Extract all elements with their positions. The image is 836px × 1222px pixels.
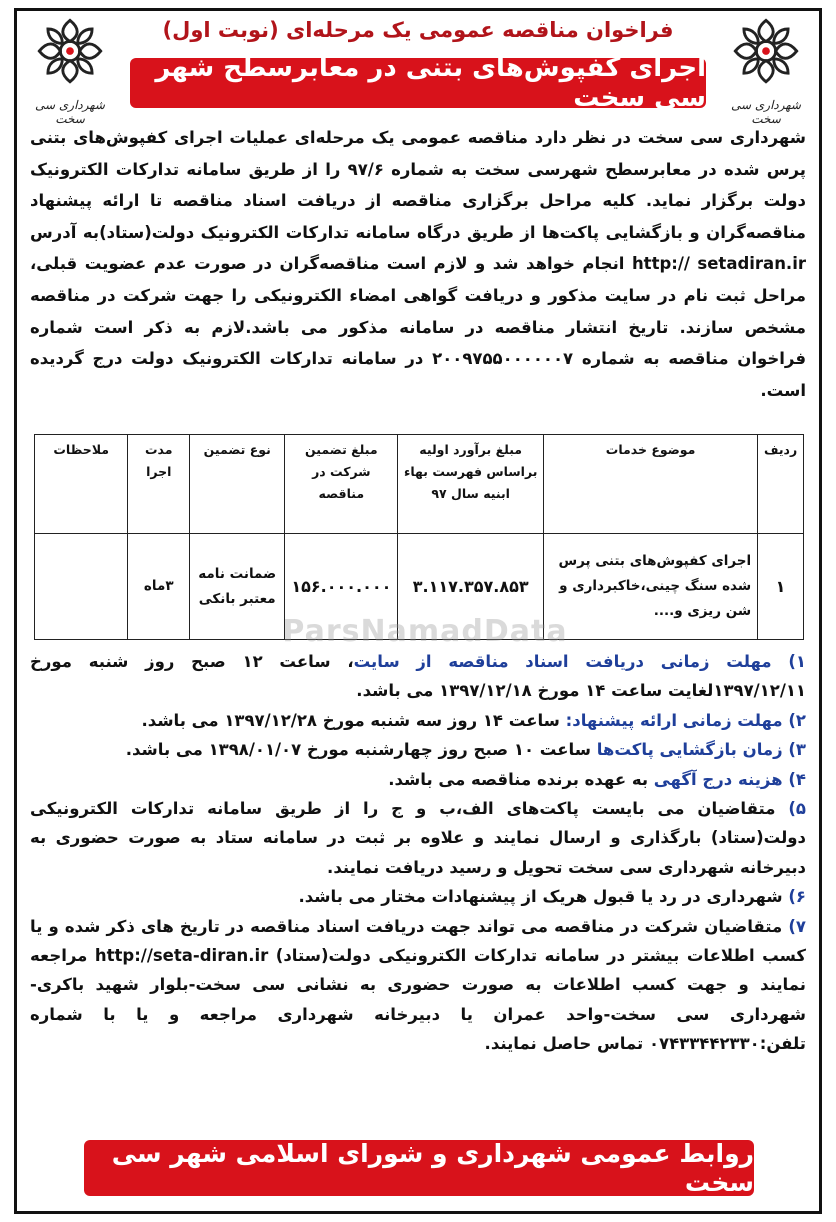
table-header-row	[35, 435, 804, 534]
term-label: هزینه درج آگهی	[653, 769, 783, 789]
logo-caption: شهرداری سی سخت	[35, 98, 105, 126]
term-label: زمان بازگشایی پاکت‌ها	[596, 740, 783, 760]
cell-duration: ۳ماه	[128, 534, 190, 640]
notice-title: فراخوان مناقصه عمومی یک مرحله‌ای (نوبت اول)	[162, 18, 674, 42]
term-text: ساعت ۱۴ روز سه شنبه مورخ ۱۳۹۷/۱۲/۲۸ می باشد.	[141, 710, 566, 730]
col-guarantee-amount-header: مبلغ تضمین شرکت در مناقصه	[285, 435, 398, 534]
list-item: ۳) زمان بازگشایی پاکت‌ها ساعت ۱۰ صبح روز چهارشنبه مورخ ۱۳۹۸/۰۱/۰۷ می باشد.	[125, 740, 806, 760]
term-text: متقاضیان شرکت در مناقصه می تواند جهت دریافت اسناد مناقصه در تاریخ های ذکر شده و یا کسب اطلاعات بیشتر در سامانه تدارکات الکترونیکی دولت(ستاد) http://seta-diran.ir مراجعه نمایند و جهت کسب اطلاعات به صورت حضوری به نشانی سی سخت-بلوار شهید باکری-شهرداری سی سخت-واحد عمران یا دبیرخانه شهرداری مراجعه و یا با شماره تلفن:۰۷۴۳۳۴۴۲۳۳۰ تماس حاصل نمایند.	[30, 916, 806, 1054]
cell-guarantee-amount: ۱۵۶.۰۰۰.۰۰۰	[285, 534, 398, 640]
project-title: اجرای کفپوش‌های بتنی در معابرسطح شهر سی سخت	[155, 53, 706, 113]
term-label: مهلت زمانی ارائه پیشنهاد:	[565, 710, 783, 730]
cell-estimate: ۳.۱۱۷.۳۵۷.۸۵۳	[398, 534, 544, 640]
list-item: ۴) هزینه درج آگهی به عهده برنده مناقصه می باشد.	[388, 769, 806, 789]
col-duration-header: مدت اجرا	[128, 435, 190, 534]
list-item: ۱) مهلت زمانی دریافت اسناد مناقصه از سایت، ساعت ۱۲ صبح روز شنبه مورخ ۱۳۹۷/۱۲/۱۱لغایت ساعت ۱۴ مورخ ۱۳۹۷/۱۲/۱۸ می باشد.	[30, 652, 806, 701]
term-text: ساعت ۱۰ صبح روز چهارشنبه مورخ ۱۳۹۸/۰۱/۰۷ می باشد.	[125, 740, 597, 760]
tender-table	[34, 434, 804, 640]
footer-text: روابط عمومی شهرداری و شورای اسلامی شهر سی سخت	[111, 1139, 754, 1197]
list-item: ۵) متقاضیان می بایست پاکت‌های الف،ب و ج را از طریق سامانه تدارکات الکترونیکی دولت(ستاد) بارگذاری و ارسال نمایند و علاوه بر ثبت در سامانه ستاد به صورت حضوری به دبیرخانه شهرداری سی سخت تحویل و رسید دریافت نمایند.	[30, 799, 806, 877]
project-title-banner	[130, 53, 706, 113]
col-notes-header: ملاحظات	[35, 435, 128, 534]
cell-notes	[35, 534, 128, 640]
list-item: ۶) شهرداری در رد یا قبول هریک از پیشنهادات مختار می باشد.	[298, 887, 806, 907]
term-text: ، ساعت ۱۲ صبح روز شنبه مورخ ۱۳۹۷/۱۲/۱۱لغایت ساعت ۱۴ مورخ ۱۳۹۷/۱۲/۱۸ می باشد.	[30, 652, 806, 701]
cell-subject: اجرای کفپوش‌های بتنی پرس شده سنگ چینی،خاکبرداری و شن ریزی و....	[544, 534, 758, 640]
footer-banner	[84, 1140, 754, 1196]
term-label: مهلت زمانی دریافت اسناد مناقصه از سایت	[353, 652, 772, 671]
term-text: به عهده برنده مناقصه می باشد.	[388, 769, 654, 789]
col-subject-header: موضوع خدمات	[544, 435, 758, 534]
terms-list	[30, 647, 806, 1059]
watermark: ParsNamadData	[282, 614, 568, 649]
list-item: ۷) متقاضیان شرکت در مناقصه می تواند جهت دریافت اسناد مناقصه در تاریخ های ذکر شده و یا کسب اطلاعات بیشتر در سامانه تدارکات الکترونیکی دولت(ستاد) http://seta-diran.ir مراجعه نمایند و جهت کسب اطلاعات به صورت حضوری به نشانی سی سخت-بلوار شهید باکری-شهرداری سی سخت-واحد عمران یا دبیرخانه شهرداری مراجعه و یا با شماره تلفن:۰۷۴۳۳۴۴۲۳۳۰ تماس حاصل نمایند.	[30, 916, 806, 1054]
col-guarantee-type-header: نوع تضمین	[190, 435, 285, 534]
term-text: شهرداری در رد یا قبول هریک از پیشنهادات مختار می باشد.	[298, 887, 789, 907]
cell-guarantee-type: ضمانت نامه معتبر بانکی	[190, 534, 285, 640]
term-text: متقاضیان می بایست پاکت‌های الف،ب و ج را از طریق سامانه تدارکات الکترونیکی دولت(ستاد) بارگذاری و ارسال نمایند و علاوه بر ثبت در سامانه ستاد به صورت حضوری به دبیرخانه شهرداری سی سخت تحویل و رسید دریافت نمایند.	[30, 799, 806, 877]
intro-paragraph: شهرداری سی سخت در نظر دارد مناقصه عمومی یک مرحله‌ای عملیات اجرای کفپوش‌های بتنی پرس شده در معابرسطح شهرسی سخت به شماره ۹۷/۶ را از طریق سامانه تدارکات الکترونیک دولت برگزار نماید. کلیه مراحل برگزاری مناقصه از دریافت اسناد مناقصه تا ارائه پیشنهاد مناقصه‌گران و بازگشایی پاکت‌ها از طریق درگاه سامانه تدارکات الکترونیک دولت(ستاد)به آدرس http:// setadiran.ir انجام خواهد شد و لازم است مناقصه‌گران در صورت عدم عضویت قبلی، مراحل ثبت نام در سایت مذکور و دریافت گواهی امضاء الکترونیکی را جهت شرکت در مناقصه مشخص سازند. تاریخ انتشار مناقصه در سامانه مذکور می باشد.لازم به ذکر است شماره فراخوان مناقصه به شماره ۲۰۰۹۷۵۵۰۰۰۰۰۰۷ در سامانه تدارکات الکترونیک دولت درج گردیده است.	[30, 128, 806, 400]
col-row-header: ردیف	[758, 435, 804, 534]
cell-row: ۱	[758, 534, 804, 640]
list-item: ۲) مهلت زمانی ارائه پیشنهاد: ساعت ۱۴ روز سه شنبه مورخ ۱۳۹۷/۱۲/۲۸ می باشد.	[141, 710, 806, 730]
logo-caption: شهرداری سی سخت	[731, 98, 801, 126]
col-estimate-header: مبلغ برآورد اولیه براساس فهرست بهاء ابنیه سال ۹۷	[398, 435, 544, 534]
